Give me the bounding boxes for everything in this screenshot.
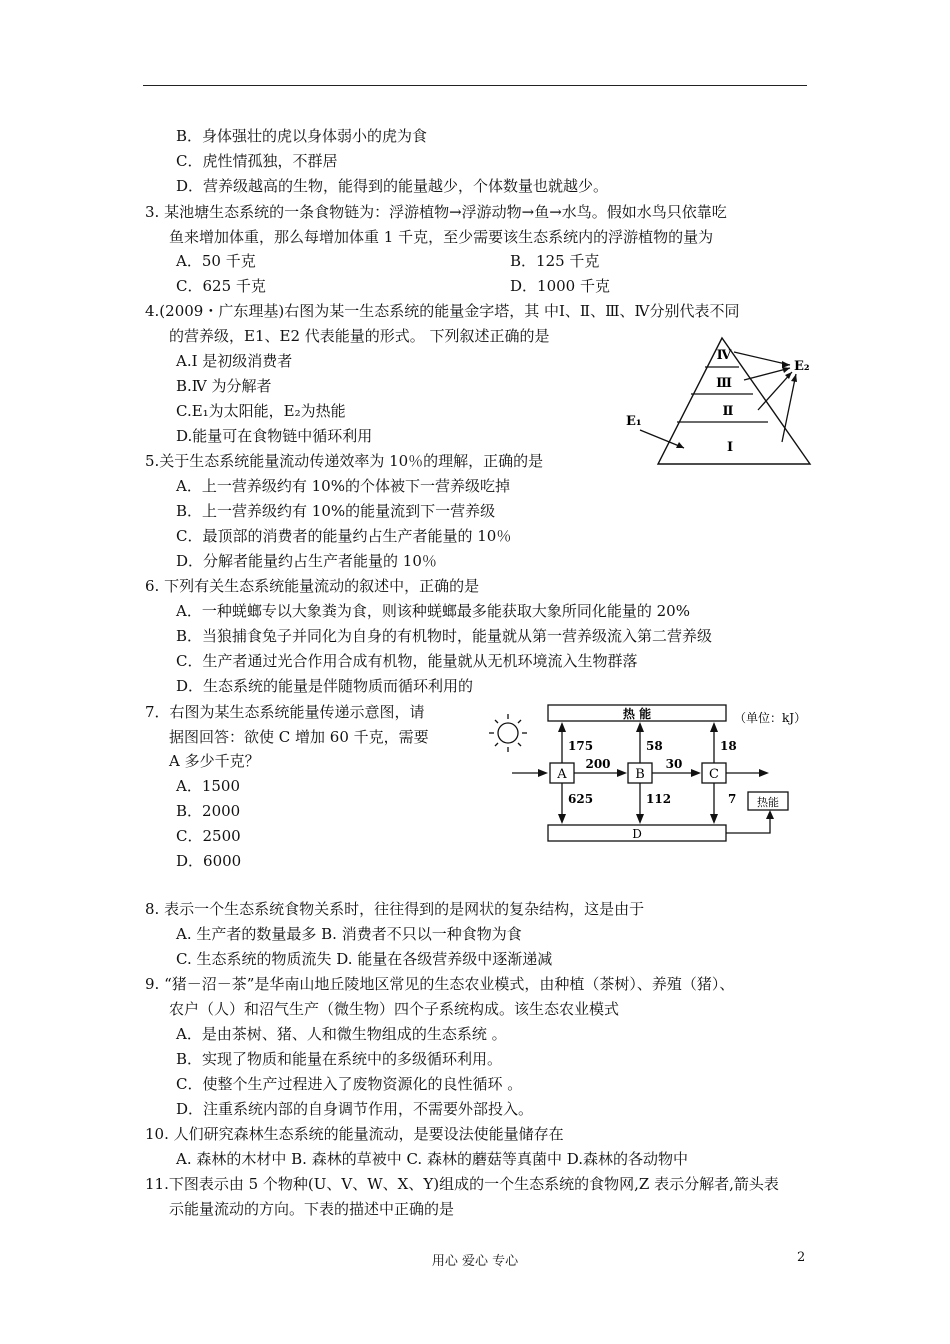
flow-a-d-value: 625 [568,792,594,806]
q5-option-d: D．分解者能量约占生产者能量的 10％ [176,552,437,570]
q6-option-a: A．一种蜣螂专以大象粪为食，则该种蜣螂最多能获取大象所同化能量的 20% [176,602,690,620]
flow-c-d-value: 7 [728,792,737,806]
q7-option-d: D．6000 [176,852,242,870]
q11-stem-cont: 示能量流动的方向。下表的描述中正确的是 [169,1200,455,1218]
q7-stem: 7．右图为某生态系统能量传递示意图，请 [145,703,425,721]
q6-option-c: C．生产者通过光合作用合成有机物，能量就从无机环境流入生物群落 [176,652,638,670]
flow-c-heat-value: 18 [720,739,737,753]
q11-stem: 11.下图表示由 5 个物种(U、V、W、X、Y)组成的一个生态系统的食物网,Z 表示分解者,箭头表 [145,1175,779,1193]
q10-stem: 10. 人们研究森林生态系统的能量流动，是要设法使能量储存在 [145,1125,564,1143]
q9-stem: 9. “猪－沼－茶”是华南山地丘陵地区常见的生态农业模式，由种植（茶树）、养殖（猪）、 [145,975,735,993]
pyramid-level-i: Ⅰ [726,440,734,455]
q9-stem-cont: 农户（人）和沼气生产（微生物）四个子系统构成。该生态农业模式 [169,1000,620,1018]
q7-stem-cont2: A 多少千克？ [169,752,260,770]
q7-option-c: C．2500 [176,827,241,845]
q2-option-b: B．身体强壮的虎以身体弱小的虎为食 [176,127,428,145]
pyramid-level-ii: Ⅱ [722,404,734,419]
q5-option-b: B．上一营养级约有 10%的能量流到下一营养级 [176,502,496,520]
q4-option-a: A.Ⅰ 是初级消费者 [176,352,293,370]
q6-option-b: B．当狼捕食兔子并同化为自身的有机物时，能量就从第一营养级流入第二营养级 [176,627,713,645]
q7-stem-cont: 据图回答：欲使 C 增加 60 千克，需要 [169,728,429,746]
flow-b-heat-value: 58 [646,739,663,753]
heat-bar-label: 热 能 [622,707,652,721]
sun-icon [489,714,527,752]
q4-option-b: B.Ⅳ 为分解者 [176,377,272,395]
q3-stem-cont: 鱼来增加体重，那么每增加体重 1 千克，至少需要该生态系统内的浮游植物的量为 [169,228,714,246]
q7-option-b: B．2000 [176,802,241,820]
pyramid-level-iii: Ⅲ [716,376,732,391]
q6-option-d: D．生态系统的能量是伴随物质而循环利用的 [176,677,474,695]
q9-option-d: D．注重系统内部的自身调节作用，不需要外部投入。 [176,1100,534,1118]
q2-option-d: D．营养级越高的生物，能得到的能量越少，个体数量也就越少。 [176,177,609,195]
node-d: D [632,827,642,841]
q9-option-a: A．是由茶树、猪、人和微生物组成的生态系统 。 [176,1025,507,1043]
q10-options: A. 森林的木材中 B. 森林的草被中 C. 森林的蘑菇等真菌中 D.森林的各动物中 [176,1150,688,1168]
energy-flow-diagram [480,700,815,850]
q6-stem: 6. 下列有关生态系统能量流动的叙述中，正确的是 [145,577,480,595]
q7-option-a: A．1500 [176,777,241,795]
pyramid-e1-label: E₁ [626,414,642,429]
page-footer: 用心 爱心 专心 [431,1254,519,1269]
heat-small-box-label: 热能 [757,796,779,809]
q5-option-c: C．最顶部的消费者的能量约占生产者能量的 10％ [176,527,512,545]
pyramid-e2-label: E₂ [794,359,810,374]
flow-a-b-value: 200 [585,757,611,771]
flow-b-d-value: 112 [646,792,672,806]
energy-pyramid-figure [622,330,820,470]
q3-option-a: A．50 千克 [176,252,256,270]
q4-option-c: C.E₁为太阳能，E₂为热能 [176,402,346,420]
q9-option-c: C．使整个生产过程进入了废物资源化的良性循环 。 [176,1075,523,1093]
q9-option-b: B．实现了物质和能量在系统中的多级循环利用。 [176,1050,503,1068]
q4-stem: 4.(2009・广东理基)右图为某一生态系统的能量金字塔，其 中Ⅰ、Ⅱ、Ⅲ、Ⅳ分别代表不同 [145,302,740,320]
pyramid-level-iv: Ⅳ [716,348,732,363]
q5-option-a: A．上一营养级约有 10%的个体被下一营养级吃掉 [176,477,510,495]
node-c: C [709,767,719,782]
q8-options-ab: A. 生产者的数量最多 B. 消费者不只以一种食物为食 [176,925,522,943]
node-a: A [557,767,567,782]
q8-stem: 8. 表示一个生态系统食物关系时，往往得到的是网状的复杂结构，这是由于 [145,900,645,918]
flow-b-c-value: 30 [665,757,683,771]
q2-option-c: C．虎性情孤独，不群居 [176,152,338,170]
q3-option-c: C．625 千克 [176,277,266,295]
q8-options-cd: C. 生态系统的物质流失 D. 能量在各级营养级中逐渐递减 [176,950,553,968]
q3-option-b: B．125 千克 [510,252,600,270]
q3-option-d: D．1000 千克 [510,277,610,295]
flow-a-heat-value: 175 [568,739,594,753]
q3-stem: 3. 某池塘生态系统的一条食物链为：浮游植物→浮游动物→鱼→水鸟。假如水鸟只依靠吃 [145,203,727,221]
node-b: B [635,767,645,782]
header-rule [143,85,807,86]
q4-option-d: D.能量可在食物链中循环利用 [176,427,373,445]
unit-label: （单位：kJ） [734,711,807,725]
q4-stem-cont: 的营养级，E1、E2 代表能量的形式。 下列叙述正确的是 [169,327,550,345]
page-number: 2 [797,1250,806,1265]
q5-stem: 5.关于生态系统能量流动传递效率为 10％的理解，正确的是 [145,452,544,470]
